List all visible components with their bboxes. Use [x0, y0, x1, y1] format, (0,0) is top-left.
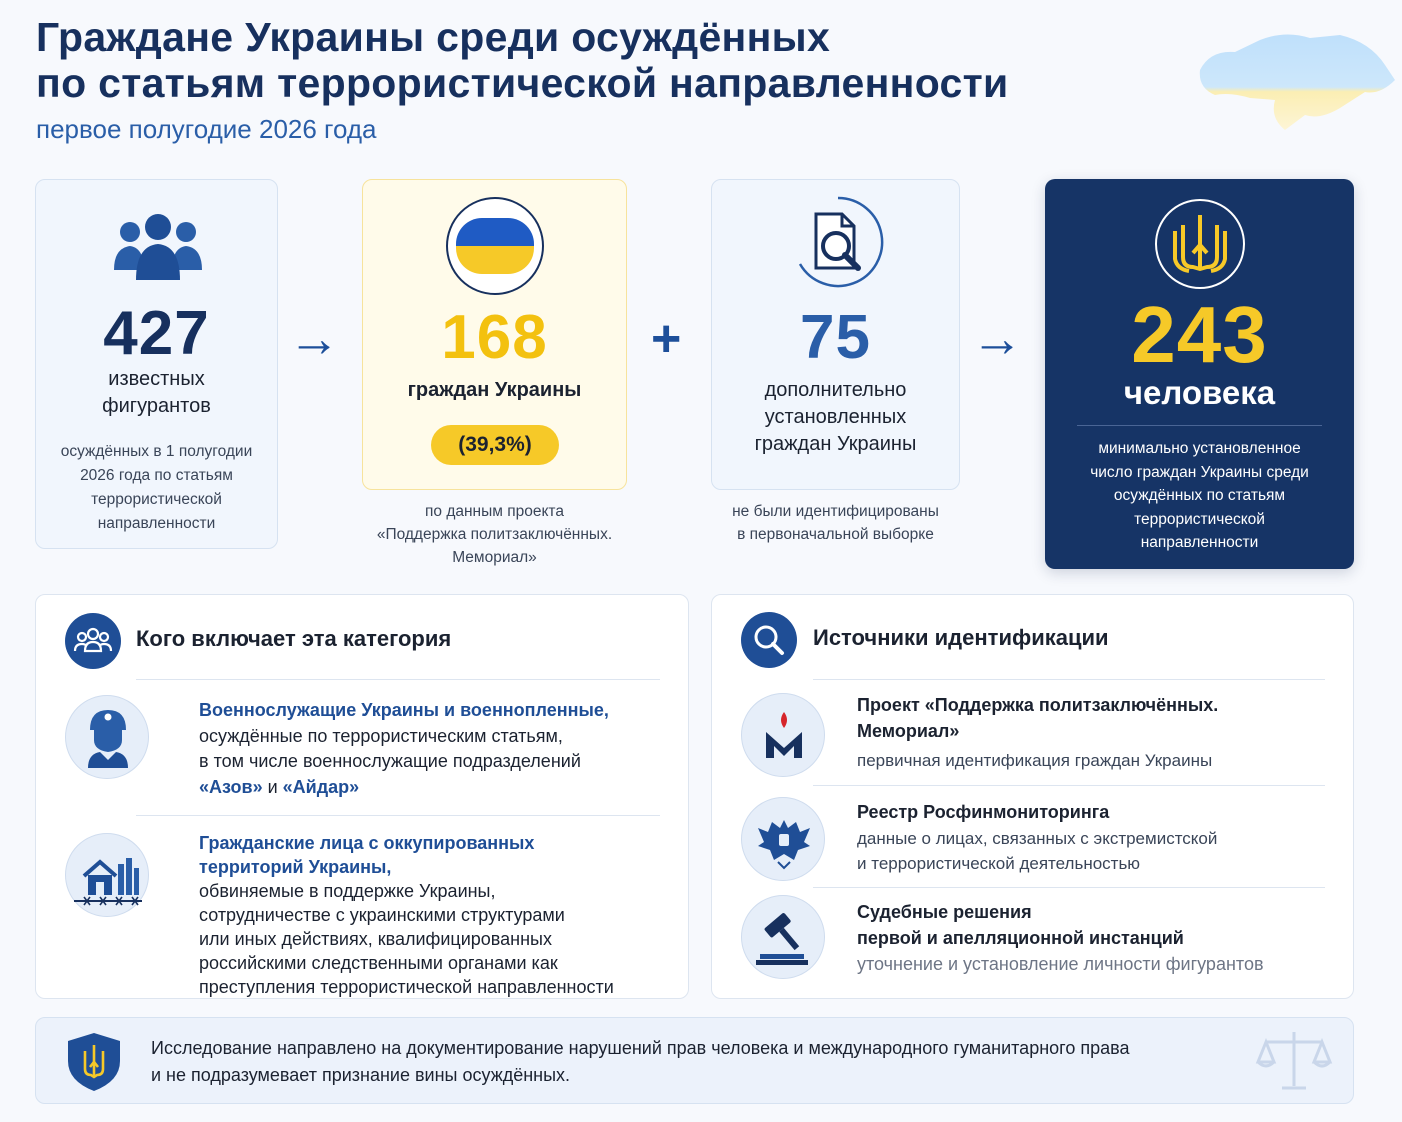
stat-card-known-figurants	[35, 179, 278, 549]
divider	[136, 815, 660, 816]
source-item-memorial	[857, 693, 1218, 774]
source-desc: и террористической деятельностью	[857, 854, 1141, 873]
divider	[136, 679, 660, 680]
source-title: Мемориал»	[857, 720, 960, 741]
category-item-civilians	[199, 831, 614, 999]
desc-line: 2026 года по статьям	[80, 467, 233, 484]
arrow-icon: →	[971, 310, 1023, 368]
item-line: или иных действиях, квалифицированных	[199, 929, 552, 949]
disclaimer-footer	[35, 1017, 1354, 1104]
item-line: преступления террористической направленности	[199, 977, 614, 997]
ukraine-citizens-label: граждан Украины	[407, 379, 582, 401]
total-desc	[1065, 437, 1334, 555]
source-item-court	[857, 900, 1264, 978]
item-line: в том числе военнослужащие подразделений	[199, 751, 581, 771]
page-title	[36, 14, 1009, 106]
sources-panel	[711, 594, 1354, 999]
divider	[1077, 425, 1322, 426]
stat-card-additional-citizens	[711, 179, 960, 490]
sources-title: Источники идентификации	[813, 625, 1109, 650]
shield-trident-icon	[66, 1031, 122, 1093]
label-line: установленных	[764, 406, 907, 428]
sample-note	[700, 500, 971, 546]
desc-line: осуждённых в 1 полугодии	[60, 443, 253, 460]
stat-card-total	[1045, 179, 1354, 569]
item-line: сотрудничестве с украинскими структурами	[199, 905, 565, 925]
occupied-territory-icon	[65, 833, 149, 917]
desc-line: направленности	[97, 515, 216, 532]
item-line: обвиняемые в поддержке Украины,	[199, 881, 496, 901]
disclaimer-line: и не подразумевает признание вины осуждённых.	[151, 1065, 571, 1085]
scales-icon	[1254, 1026, 1334, 1096]
source-title: первой и апелляционной инстанций	[857, 927, 1184, 948]
percentage-badge: (39,3%)	[431, 425, 559, 465]
desc-line: направленности	[1140, 534, 1259, 551]
soldier-icon	[65, 695, 149, 779]
item-highlight: территорий Украины,	[199, 857, 392, 877]
source-title: Судебные решения	[857, 902, 1032, 922]
source-item-rosfinmonitoring	[857, 800, 1217, 877]
title-line-2: по статьям террористической направленности	[36, 60, 1009, 106]
trident-icon	[1153, 197, 1247, 291]
divider	[813, 679, 1325, 680]
note-line: по данным проекта	[425, 503, 564, 520]
ukraine-citizens-number: 168	[441, 303, 548, 372]
disclaimer-text	[151, 1035, 1129, 1089]
additional-citizens-number: 75	[800, 303, 871, 372]
people-icon	[65, 613, 121, 669]
known-figurants-label	[36, 366, 277, 420]
category-title: Кого включает эта категория	[136, 626, 452, 651]
and-text: и	[262, 776, 283, 797]
title-line-1: Граждане Украины среди осуждённых	[36, 14, 831, 60]
desc-line: террористической	[1134, 510, 1265, 528]
item-highlight: Гражданские лица с оккупированных	[199, 833, 535, 853]
known-figurants-number: 427	[103, 299, 210, 368]
desc-line: минимально установленное	[1098, 440, 1301, 457]
stat-card-ukraine-citizens	[362, 179, 627, 490]
gavel-icon	[741, 895, 825, 979]
known-figurants-desc	[46, 440, 267, 536]
total-number: 243	[1131, 290, 1268, 379]
russian-emblem-icon	[741, 797, 825, 881]
ukraine-map-icon	[1190, 20, 1400, 140]
additional-citizens-label	[712, 377, 959, 458]
total-label: человека	[1123, 374, 1276, 411]
divider	[813, 785, 1325, 786]
units-line	[199, 775, 609, 801]
source-title: Реестр Росфинмониторинга	[857, 802, 1110, 822]
source-title: Проект «Поддержка политзаключённых.	[857, 695, 1219, 715]
desc-line: число граждан Украины среди	[1090, 463, 1309, 481]
document-search-icon	[790, 194, 886, 290]
item-line: российскими следственными органами как	[199, 953, 558, 973]
search-icon	[741, 612, 797, 668]
source-desc: данные о лицах, связанных с экстремистской	[857, 828, 1218, 848]
item-line: осуждённые по террористическим статьям,	[199, 725, 563, 746]
note-line: не были идентифицированы	[732, 503, 939, 520]
aidar-unit: «Айдар»	[282, 776, 360, 797]
note-line: «Поддержка политзаключённых.	[376, 526, 613, 543]
ukraine-flag-icon	[444, 196, 546, 296]
memorial-logo-icon	[741, 693, 825, 777]
source-desc: уточнение и установление личности фигурантов	[857, 954, 1264, 974]
label-line: дополнительно	[764, 379, 907, 401]
category-item-military	[199, 698, 609, 800]
label-line: фигурантов	[102, 395, 211, 417]
category-panel	[35, 594, 689, 999]
plus-icon: +	[651, 310, 682, 368]
label-line: граждан Украины	[754, 433, 917, 455]
people-group-icon	[114, 210, 202, 280]
label-line: известных	[108, 368, 205, 390]
azov-unit: «Азов»	[199, 776, 263, 797]
memorial-source-note	[352, 500, 637, 569]
disclaimer-line: Исследование направлено на документирование нарушений прав человека и международного гуманитарного права	[151, 1038, 1130, 1058]
arrow-icon: →	[288, 310, 340, 368]
desc-line: осуждённых по статьям	[1113, 487, 1286, 504]
page-subtitle: первое полугодие 2026 года	[36, 114, 377, 144]
item-highlight: Военнослужащие Украины и военнопленные,	[199, 700, 609, 720]
note-line: Мемориал»	[452, 549, 537, 566]
divider	[813, 887, 1325, 888]
source-desc: первичная идентификация граждан Украины	[857, 751, 1213, 770]
note-line: в первоначальной выборке	[737, 526, 934, 543]
desc-line: террористической	[91, 491, 222, 508]
